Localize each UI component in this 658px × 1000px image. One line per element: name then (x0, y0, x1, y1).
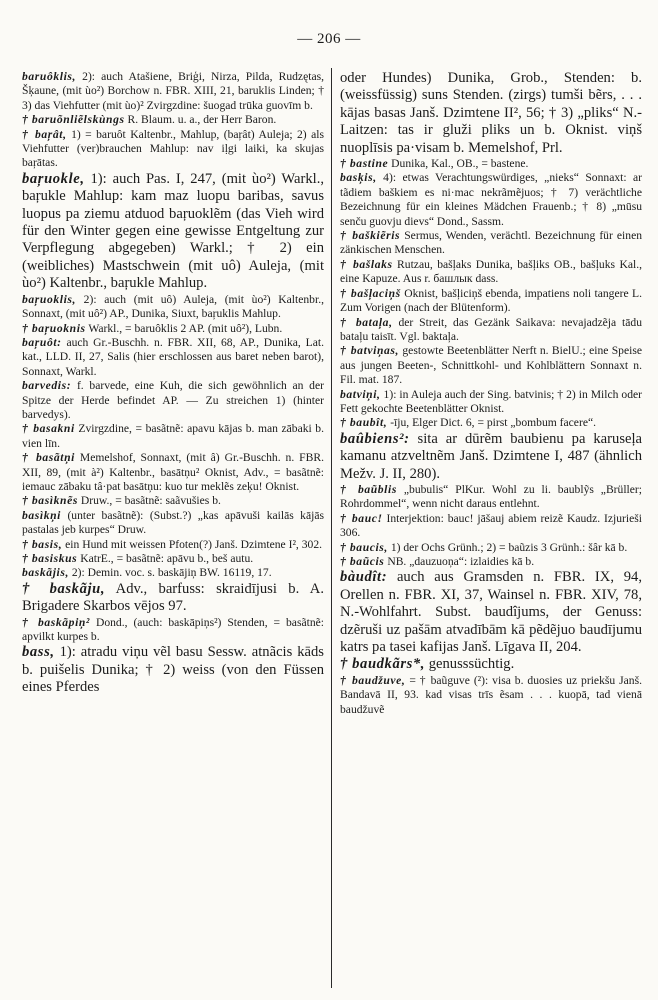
dictionary-entry (340, 388, 642, 417)
entry-text: oder Hundes) Dunika, Grob., Stenden: b. (weissfüssig) suns Stenden. (zirgs) tumši bẽrs, . . . kājas basas Janš. Dzimtene II², 56; † 3) „pliks“ N.-Laitzen: tas ir gluži pliks un b. Oknist. viņš nuoplīsis pa·visam b. Memelshof, Prl. (340, 70, 642, 156)
entry-headword: † basãtņi (22, 451, 75, 465)
entry-headword: basķis, (340, 171, 377, 185)
entry-text: 2): auch Atašiene, Briģi, Nirza, Pilda, Rudzętas, Šķaune, (mit ùo²) Borchow n. FBR. XIII, 21, baruklis Linden; † 3) das Viehfutter (mit ùo)² Zvirgzdine: šuogad trūka guovīm b. (22, 70, 324, 112)
entry-text: Oknist, bašļiciņš ebenda, impatiens noli tangere L. Zum Vorigen (nach der Blütenform). (340, 286, 642, 315)
right-column (340, 70, 642, 990)
entry-text: Memelshof, Sonnaxt, (mit â) Gr.-Buschh. n. FBR. XII, 89, (mit à²) Kaltenbr., basātņu² Oknist, Adv., = basãtnẽ: iemauc zābaku tâ·pat basātņu: kuo tur meklẽs zeķu! Oknist. (22, 451, 324, 493)
dictionary-entry (340, 229, 642, 258)
dictionary-entry (340, 70, 642, 157)
entry-text: KatrE., = basãtnẽ: apāvu b., beš autu. (80, 552, 254, 565)
entry-text: R. Blaum. u. a., der Herr Baron. (127, 113, 277, 127)
entry-headword: baskãjis, (22, 566, 69, 580)
dictionary-entry (340, 258, 642, 287)
entry-text: Dond., (auch: baskāpiņs²) Stenden, = basãtnẽ: apvilkt kurpes b. (22, 615, 324, 644)
entry-text: 1) = baruôt Kaltenbr., Mahlup, (baŗât) Auleja; 2) als Viehfutter (ver)brauchen Mahlup: nav iḷgi laiki, ka skujas baŗātas. (22, 127, 324, 170)
entry-headword: † basìknẽs (22, 494, 78, 508)
entry-headword: † baskãju, (22, 580, 106, 597)
entry-headword: † bašļaciņš (340, 286, 401, 300)
entry-headword: basìkņi (22, 508, 61, 522)
entry-text: genusssüchtig. (428, 656, 515, 673)
entry-headword: bàudît: (340, 569, 388, 586)
page-number: — 206 — (297, 31, 361, 47)
entry-text: 1): in Auleja auch der Sing. batvinis; † 2) in Milch oder Fett gekochte Beetenblätter Oknist. (340, 387, 642, 415)
entry-headword: † baskãpiņ² (22, 615, 91, 629)
entry-text: 4): etwas Verachtungswürdiges, „nieks“ Sonnaxt: ar tãdiem baškiem es ni·mac nekrãmẽjuos; † 7) verächtliche Bezeichnung für ein kleines Mädchen Frauenb.; † 8) „mūsu senču guovju dievs“ Dond., Sassm. (340, 171, 642, 228)
dictionary-entry (340, 483, 642, 512)
entry-text: sita ar dūrẽm baubienu pa karuseļa kamanu atzveltnẽm Janš. Dzimtene I, 487 (ähnlich Mežv. J. II, 280). (340, 430, 642, 482)
dictionary-entry (340, 157, 642, 171)
dictionary-entry (22, 538, 324, 552)
entry-headword: baŗuoklis, (22, 292, 76, 306)
entry-headword: barvedis: (22, 379, 72, 393)
dictionary-entry (340, 674, 642, 717)
entry-text: auch aus Gramsden n. FBR. IX, 94, Orellen n. FBR. XI, 37, Wainsel n. FBR. XIV, 78, N.-Wohlfahrt. Subst. baudîjums, der Genuss: dzẽruši uz pašām atvadībām kā pẽdẽjuo baudījumu katrs pa tasei kafijas Janš. Līgava II, 204. (340, 569, 642, 656)
dictionary-entry (22, 451, 324, 494)
entry-headword: † baŗuoknis (22, 321, 86, 335)
dictionary-entry (340, 416, 642, 430)
entry-text: Warkl., = baruôklis 2 AP. (mit uô²), Lubn. (88, 321, 283, 335)
entry-text: ein Hund mit weissen Pfoten(?) Janš. Dzimtene I², 302. (65, 537, 323, 551)
entry-text: (unter basãtnẽ): (Subst.?) „kas apāvuši kailās kājās pastalas jeb kurpes“ Druw. (22, 508, 324, 537)
entry-text: Rutzau, bašļaks Dunika, bašļiks OB., bašļuks Kal., eine Kapuze. Aus r. башлык dass. (340, 257, 642, 286)
entry-headword: † bauc! (340, 511, 383, 525)
entry-headword: baŗuokle, (22, 170, 85, 187)
entry-headword: † bastine (340, 157, 389, 171)
dictionary-entry (22, 644, 324, 696)
entry-text: 1): atradu viņu vẽl basu Sessw. atnãcis kāds b. puišelis Dunika; † 2) weiss (von den Füssen eines Pferdes (22, 644, 324, 696)
entry-text: Zvirgzdine, = basãtnẽ: apavu kājas b. man zābaki b. vien līn. (22, 422, 324, 450)
entry-headword: † basis, (22, 537, 63, 551)
dictionary-entry (22, 322, 324, 336)
entry-text: Interjektion: bauc! jāšauj abiem reizẽ Kaudz. Izjurieši 306. (340, 511, 642, 540)
dictionary-entry (340, 171, 642, 229)
entry-text: der Streit, das Gezänk Saikava: nevajadzẽja tādu bataļu taisīt. Vgl. baktaļa. (340, 315, 642, 343)
entry-headword: † baruõnliẽlskùngs (22, 113, 125, 127)
dictionary-entry (22, 494, 324, 508)
dictionary-entry (22, 552, 324, 566)
dictionary-entry (22, 113, 324, 127)
entry-headword: † baŗât, (22, 127, 67, 141)
entry-text: f. barvede, eine Kuh, die sich gewöhnlich an der Spitze der Herde befindet AP. — Zu streichen 1) (hinter barvedys). (22, 379, 324, 421)
entry-headword: † bataļa, (340, 315, 393, 329)
entry-headword: † basakni (22, 422, 75, 436)
entry-text: 1): auch Pas. I, 247, (mit ùo²) Warkl., baŗukle Mahlup: kam maz luopu baribas, savus luopus pa ziemu atduod baŗuoklẽm (das Vieh wird für den Winter gegen eine gewisse Entgeltung zur Verpflegung abgegeben) Warkl.; † 2) ein (weibliches) Mastschwein (mit uô) Auleja, (mit ùo²) Kaltenbr., baŗukle Mahlup. (22, 170, 324, 292)
entry-headword: † baũcis (340, 555, 385, 568)
dictionary-entry (340, 541, 642, 555)
entry-headword: † baucis, (340, 540, 388, 554)
dictionary-entry (22, 70, 324, 113)
dictionary-entry (22, 422, 324, 451)
entry-headword: baŗuôt: (22, 335, 62, 349)
dictionary-entry (22, 509, 324, 538)
entry-headword: † baudkãrs*, (340, 656, 426, 673)
dictionary-entry (340, 287, 642, 316)
entry-text: NB. „dauzuoņa“: izlaidies kā b. (387, 555, 535, 568)
dictionary-entry (340, 656, 642, 673)
dictionary-entry (340, 344, 642, 387)
entry-text: gestowte Beetenblätter Nerft n. BielU.; eine Speise aus jungen Beeten-, Schnittkohl- und Kohlblättern Sonnaxt n. Fil. mat. 187. (340, 344, 642, 387)
dictionary-entry (340, 569, 642, 656)
entry-headword: † batviņas, (340, 344, 400, 358)
entry-headword: † baškiẽris (340, 229, 401, 243)
dictionary-entry (340, 431, 642, 483)
entry-text: auch Gr.-Buschh. n. FBR. XII, 68, AP., Dunika, Lat. kat., LLD. II, 27, Salis (hier erschlossen aus baret neben barot), Sonnaxt, Warkl. (22, 335, 324, 378)
entry-text: 1) der Ochs Grünh.; 2) = baũzis 3 Grünh.: šâr kā b. (390, 540, 628, 554)
entry-headword: † baũblis (340, 482, 397, 496)
entry-text: 2): Demin. voc. s. baskājiņ BW. 16119, 17. (71, 566, 272, 580)
dictionary-entry (22, 128, 324, 171)
column-divider (331, 68, 332, 988)
entry-text: Dunika, Kal., OB., = bastene. (391, 157, 529, 171)
entry-headword: bass, (22, 644, 55, 661)
entry-text: -īju, Elger Dict. 6, = pirst „bombum facere“. (390, 416, 597, 430)
dictionary-entry (22, 336, 324, 379)
dictionary-entry (340, 512, 642, 541)
left-column (22, 70, 324, 990)
entry-headword: † baubît, (340, 416, 388, 430)
entry-text: Adv., barfuss: skraidījusi b. A. Brigadere Skarbos vējos 97. (22, 580, 324, 615)
entry-text: „bubulis“ PlKur. Wohl zu li. baublỹs „Brüller; Rohrdommel“, wenn nicht daraus entlehnt. (340, 482, 642, 511)
entry-text: Druw., = basãtnẽ: saãvušies b. (80, 494, 221, 508)
entry-text: 2): auch (mit uô) Auleja, (mit ùo²) Kaltenbr., Sonnaxt, (mit uô²) AP., Dunika, Siuxt, baŗuklis Mahlup. (22, 292, 324, 321)
dictionary-entry (22, 566, 324, 580)
entry-headword: batviņi, (340, 387, 381, 401)
entry-headword: † baudžuve, (340, 673, 406, 687)
dictionary-entry (22, 581, 324, 616)
entry-headword: baûbiens²: (340, 430, 410, 447)
entry-headword: baruôklis, (22, 70, 76, 83)
dictionary-entry (22, 171, 324, 293)
dictionary-entry (340, 555, 642, 569)
entry-headword: † basiskus (22, 552, 78, 565)
entry-text: Sermus, Wenden, verächtl. Bezeichnung für einen zänkischen Menschen. (340, 229, 642, 257)
dictionary-entry (22, 616, 324, 645)
dictionary-entry (340, 316, 642, 345)
entry-headword: † bašlaks (340, 257, 393, 271)
dictionary-entry (22, 293, 324, 322)
dictionary-entry (22, 379, 324, 422)
entry-text: = † baũguve (²): visa b. duosies uz priekšu Janš. Bandavā II, 93. kad visas trīs ẽsam . . . kuopā, tad vienā baudžuvẽ (340, 673, 642, 716)
